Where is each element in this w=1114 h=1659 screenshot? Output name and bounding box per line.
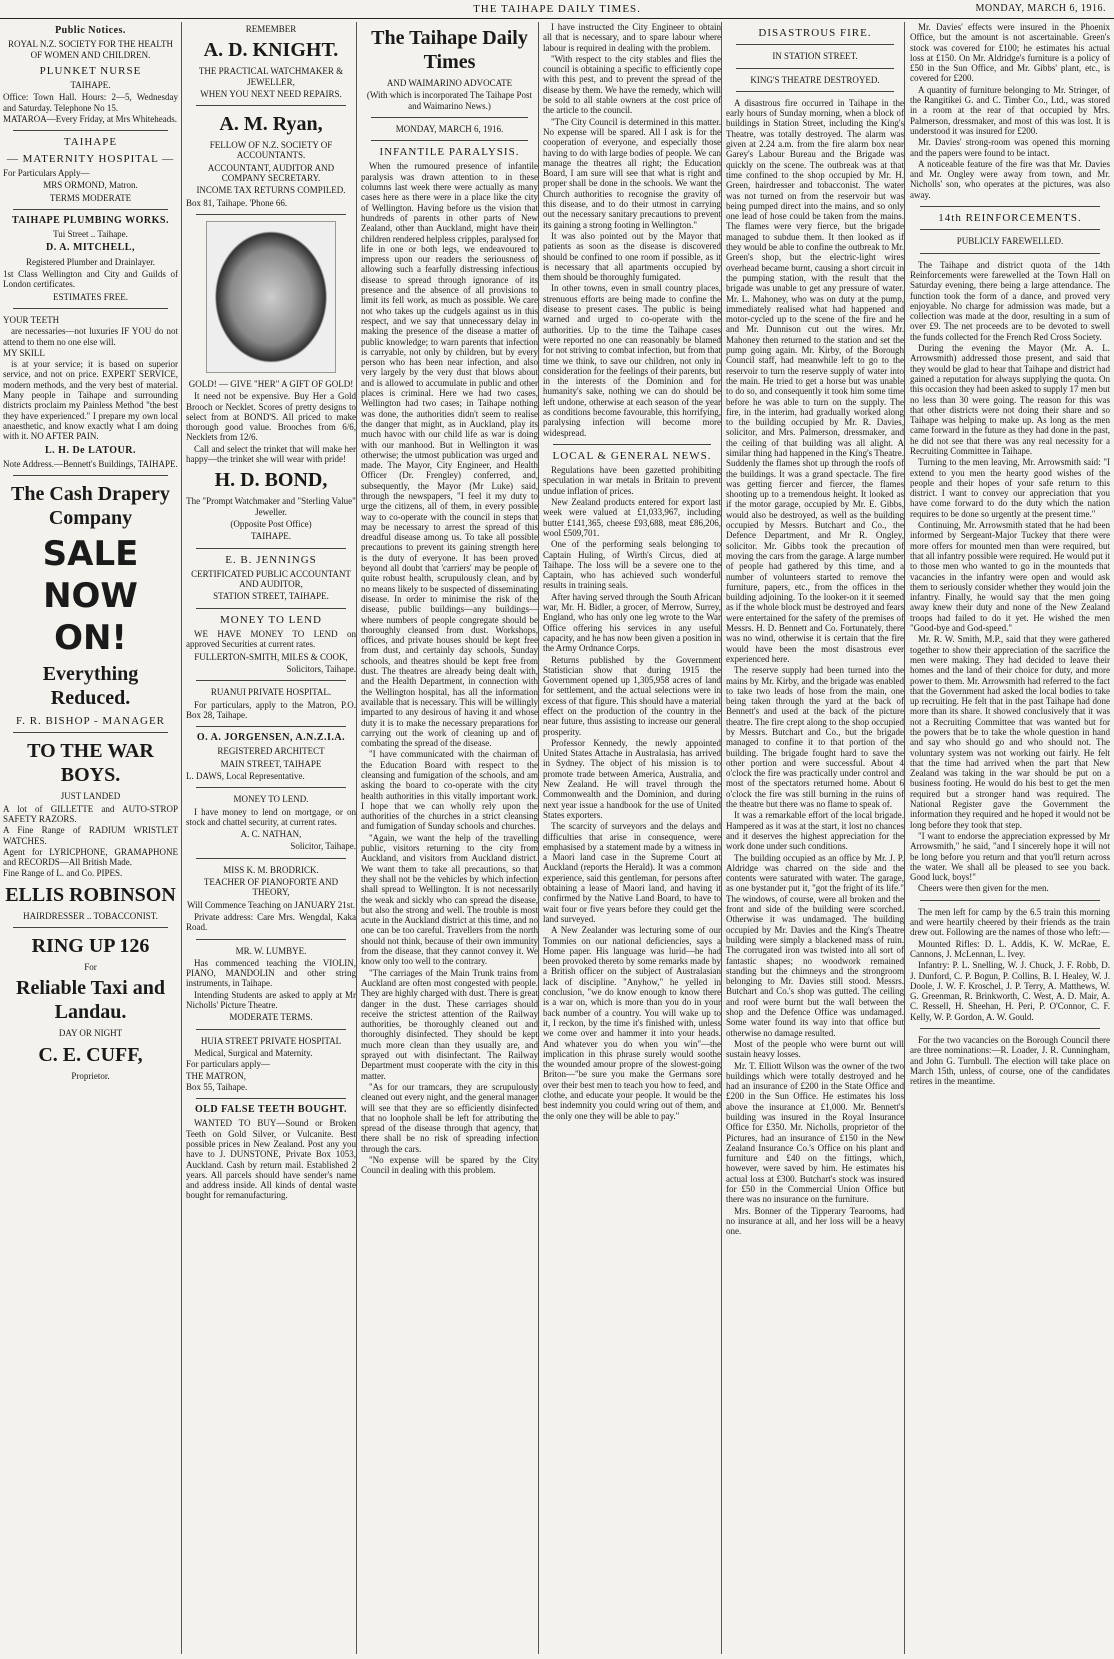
paragraph: After having served through the South African war, Mr. H. Bidler, a grocer, of Merrow, Surrey, England, who has only one leg wrote to the War Office offering his services in any useful capacity, and he has now been given a position in the Army Ordnance Corps. bbox=[543, 591, 721, 654]
divider bbox=[13, 130, 168, 131]
display-heading: RING UP 126 bbox=[31, 935, 150, 958]
centered-line: REMEMBER bbox=[245, 24, 297, 34]
headline: INFANTILE PARALYSIS. bbox=[379, 146, 520, 159]
centered-line: MR. W. LUMBYE. bbox=[235, 945, 307, 956]
column-1-public-notices bbox=[3, 22, 178, 1654]
centered-line: DAY OR NIGHT bbox=[58, 1028, 123, 1039]
text-line: Note Address.—Bennett's Buildings, TAIHAPE. bbox=[3, 458, 178, 469]
divider bbox=[553, 444, 711, 445]
display-heading: A. D. KNIGHT. bbox=[203, 39, 339, 62]
display-heading: SALE bbox=[42, 534, 139, 575]
divider bbox=[196, 939, 346, 940]
centered-line: (With which is incorporated The Taihape Post and Waimarino News.) bbox=[366, 90, 533, 111]
signature-line: Solicitors, Taihape. bbox=[286, 663, 356, 674]
paragraph: Mr. R. W. Smith, M.P., said that they were gathered together to show their appreciation of the sacrifice the men were making. They had decided to leave their homes and the land of their choice for duty, and more power to them. Mr. Arrowsmith had referred to the fact that the Government had asked the local bodies to take up recruiting. He felt that in the past Taihape had done more than its share. It showed conclusively that it was not a Recruiting Committee that was wanted but for the powers that be to take the whole question in hand and say who should go and who should not. The voluntary system was not working out fairly. He felt that the time had arrived when the part that New Zealand was taking in the war should be put on a business footing. He would do his best to get the men required but a stronger hand was required. The National Register gave the Government the information they required and he hoped it would not be long before they took that step. bbox=[910, 634, 1110, 830]
paragraph: Returns published by the Government Statistician show that during 1915 the Government opened up 1,305,958 acres of land for settlement, and the actual selections were in excess of that figure. This should have a material effect on the production of the country in the near future, thus assisting to increase our general prosperity. bbox=[543, 654, 721, 737]
centered-line: Proprietor. bbox=[71, 1070, 110, 1081]
centered-line: HUIA STREET PRIVATE HOSPITAL bbox=[200, 1035, 342, 1046]
centered-line: Registered Plumber and Drainlayer. bbox=[26, 256, 155, 267]
centered-line: A. C. NATHAN, bbox=[240, 829, 302, 840]
divider bbox=[13, 308, 168, 309]
divider bbox=[13, 209, 168, 210]
text-line: Fine Range of L. and Co. PIPES. bbox=[3, 868, 123, 879]
paragraph: Mr. Davies' strong-room was opened this morning and the papers were found to be intact. bbox=[910, 137, 1110, 158]
column-4-local-news bbox=[538, 22, 721, 1654]
divider bbox=[736, 91, 894, 92]
heading: OLD FALSE TEETH BOUGHT. bbox=[194, 1104, 348, 1116]
column-2-advertisements bbox=[181, 22, 356, 1654]
text-line: THE MATRON, bbox=[186, 1070, 246, 1081]
headline: MONEY TO LEND bbox=[219, 613, 322, 626]
paragraph: Infantry: P. L. Snelling, W. J. Chuck, J. F. Robb, D. J. Dunford, C. P. Bogun, P. Collins, B. I. Healey, W. J. Doole, J. W. F. Kroschel, J. P. Terry, A. Matthews, W. G. Greenman, R. Brinkworth, C. West, A. D. Mair, A. C. Ressell, H. Sheehan, H. Peri, P. O'Connor, C. F. Kelly, W. P. Gordon, A. W. Gould. bbox=[910, 960, 1110, 1022]
paragraph: WANTED TO BUY—Sound or Broken Teeth on Gold Silver, or Vulcanite. Best possible prices in New Zealand. Post any you have to J. DUNSTONE, Private Box 1053, Auckland. Cash by return mail. Established 2 years. All parcels should have sender's name and address inside. All kinds of dental waste bought for remanufacturing. bbox=[186, 1118, 356, 1201]
centered-line: Will Commence Teaching on JANUARY 21st. bbox=[187, 899, 355, 910]
divider bbox=[920, 1028, 1100, 1029]
centered-line: MISS K. M. BRODRICK. bbox=[223, 864, 319, 875]
display-heading: TO THE WAR BOYS. bbox=[27, 740, 154, 787]
paragraph: For particulars, apply to the Matron, P.O. Box 28, Taihape. bbox=[186, 699, 356, 720]
text-line: MATAROA—Every Friday, at Mrs Whiteheads. bbox=[3, 114, 178, 125]
display-heading: Everything Reduced. bbox=[42, 663, 139, 710]
paragraph: Private address: Care Mrs. Wengdal, Kaka Road. bbox=[186, 911, 356, 933]
centered-line: MRS ORMOND, Matron. bbox=[43, 180, 138, 191]
paragraph: The reserve supply had been turned into the mains by Mr. Kirby, and the brigade was enabled to take two leads of hose from the main, one being taken through the yard at the back of Bennett's and used at the back of the picture theatre. The fire crept along to the shop occupied by Messrs. Butchart and Co., but the brigade managed to confine it to that portion of the building. The brigade fought hard to save the other portion and were successful. About 4 o'clock the fire was practically under control and most of the spectators returned home. About 6 o'clock the fire was still burning in the ruins of the theatre but there was no flame to speak of. bbox=[726, 665, 904, 810]
divider bbox=[196, 680, 346, 681]
divider bbox=[196, 105, 346, 106]
centered-line: ROYAL N.Z. SOCIETY FOR THE HEALTH OF WOMEN AND CHILDREN. bbox=[7, 39, 174, 60]
heading: TAIHAPE PLUMBING WORKS. bbox=[12, 214, 169, 226]
headline: PLUNKET NURSE bbox=[39, 64, 142, 77]
display-heading: Reliable Taxi and Landau. bbox=[16, 977, 165, 1024]
paragraph: In other towns, even in small country places, strenuous efforts are being made to confine the disease to present cases. The public is being warned and urged to co-operate with the authorities. Up to the time the Taihape cases were reported no one can reasonably be blamed for not striving to combat infection, but from that time we think, to save our children, not only in consideration for the feelings of their parents, but in the interests of the Dominion and for humanity's sake, nothing we can do should be left undone, otherwise at each season of the year as conditions become favourable, this horrifying, paralysing infection will become more widespread. bbox=[543, 283, 721, 438]
centered-line: IN STATION STREET. bbox=[772, 51, 858, 62]
paragraph: Professor Kennedy, the newly appointed United States Attache in Australasia, has arrived in Sydney. The object of his mission is to promote trade between America, Australia, and New Zealand. He will travel through the Commonwealth and the Dominion, and during next year issue a handbook for the use of United States exporters. bbox=[543, 737, 721, 820]
paragraph: I have money to lend on mortgage, or on stock and chattel security, at current rates. bbox=[186, 806, 356, 827]
text-line: Box 55, Taihape. bbox=[186, 1081, 248, 1092]
newspaper-title: THE TAIHAPE DAILY TIMES. bbox=[473, 3, 641, 15]
centered-line: MONEY TO LEND. bbox=[233, 794, 309, 805]
text-line: 1st Class Wellington and City and Guilds of London certificates. bbox=[3, 269, 178, 290]
centered-line: AND WAIMARINO ADVOCATE bbox=[386, 78, 513, 88]
text-line: A Fine Range of RADIUM WRISTLET WATCHES. bbox=[3, 825, 178, 846]
paragraph: Continuing, Mr. Arrowsmith stated that he had been informed by Sergeant-Major Tuckey that there were more offers for mounted men than were required, but that all infantry possible were required. He would put it to those men who wanted to go in the mounteds that vacancies in the infantry were open and would ask them to seriously consider whether they would join the infantry. Finally, he would say that the men going away knew their duty and none of the New Zealand troops had failed to do it yet. He wished the men "Good-bye and God-speed." bbox=[910, 520, 1110, 634]
display-heading: C. E. CUFF, bbox=[38, 1043, 143, 1066]
text-line: L. DAWS, Local Representative. bbox=[186, 770, 305, 781]
signature-line: Solicitor, Taihape. bbox=[290, 841, 356, 852]
paragraph: Mr. T. Elliott Wilson was the owner of the two buildings which were totally destroyed and he had an insurance of £200 in the State Office and £200 in the Sun Office. He estimates his loss above the insurance at £1,000. Mr. Bennett's building was insured in the Royal Insurance Office for £350. Mr. Nicholls, proprietor of the Pictures, had an insurance of £150 in the New Zealand Insurance Co.'s Office on his plant and furniture and £40 on the fittings, which, however, were saved by him. He estimates his actual loss at £300. Butchart's stock was insured for £50 in the Commercial Union Office but there was no insurance on the furniture. bbox=[726, 1060, 904, 1205]
centered-line: RUANUI PRIVATE HOSPITAL. bbox=[210, 687, 332, 698]
paragraph: Mounted Rifles: D. L. Addis, K. W. McRae, E. Cannons, J. McLennan, L. Ivey. bbox=[910, 938, 1110, 959]
divider bbox=[196, 1098, 346, 1099]
centered-line: CERTIFICATED PUBLIC ACCOUNTANT AND AUDITOR, bbox=[191, 568, 351, 590]
text-line: YOUR TEETH bbox=[3, 314, 60, 325]
centered-line: GOLD! — GIVE "HER" A GIFT OF GOLD! bbox=[188, 378, 354, 389]
display-heading: H. D. BOND, bbox=[214, 469, 328, 492]
text-line: Box 81, Taihape. 'Phone 66. bbox=[186, 197, 288, 208]
column-3-editorial bbox=[356, 22, 538, 1654]
centered-line: TAIHAPE. bbox=[70, 80, 111, 91]
paragraph: New Zealand products entered for export last week were valued at £1,033,967, including butter £141,365, cheese £93,688, meat £86,206, wool £509,701. bbox=[543, 497, 721, 538]
heading: O. A. JORGENSEN, A.N.Z.I.A. bbox=[196, 732, 346, 744]
heading: Public Notices. bbox=[55, 25, 126, 36]
centered-line: ESTIMATES FREE. bbox=[52, 291, 128, 302]
centered-line: MONDAY, MARCH 6, 1916. bbox=[395, 123, 504, 134]
paragraph: "The City Council is determined in this matter. No expense will be spared. All I ask is for the cooperation of everyone, and especially those having to do with large bodies of people. We can manage the theatres all right; the Education Board, I am sure will see that what is right and proper shall be done in the schools. We want the Church authorities to recognise the gravity of this disease, and to do their utmost in carrying out the necessary sanitary precautions to prevent its gaining a strong footing in Wellington." bbox=[543, 116, 721, 230]
paragraph: Mr. Davies' effects were insured in the Phoenix Office, but the amount is not ascertainable. Green's stock was covered for £100; he estimates his actual loss at £150. On Mr. Aldridge's furniture is a policy of £50 in the Sun Office, and Mr. Gibbs' plant, etc., is covered for £200. bbox=[910, 22, 1110, 84]
issue-date: MONDAY, MARCH 6, 1916. bbox=[975, 3, 1106, 14]
brooch-illustration bbox=[206, 221, 336, 373]
headline: TAIHAPE bbox=[63, 136, 118, 149]
divider bbox=[920, 253, 1100, 254]
paragraph: "No expense will be spared by the City Council in dealing with this problem. bbox=[361, 1154, 538, 1176]
paragraph: Regulations have been gazetted prohibiting speculation in war metals in Britain to prevent undue inflation of prices. bbox=[543, 465, 721, 496]
divider bbox=[371, 117, 528, 118]
paragraph: For the two vacancies on the Borough Council there are three nominations:—R. Loader, J. R. Cunningham, and John G. Turnbull. The election will take place on March 15th, unless, of course, one of the candidates retires in the meantime. bbox=[910, 1035, 1110, 1087]
paragraph: Medical, Surgical and Maternity. bbox=[194, 1047, 313, 1058]
centered-line: For bbox=[84, 962, 97, 973]
column-5-fire-report bbox=[721, 22, 904, 1654]
centered-line: MODERATE TERMS. bbox=[229, 1012, 313, 1023]
paragraph: A disastrous fire occurred in Taihape in the early hours of Sunday morning, when a block of buildings in Station Street, including the King's Theatre, was totally destroyed. The alarm was given at 2.24 a.m. from the fire alarm box near Garey's Labour Bureau and the Brigade was quickly on the scene. The outbreak was at that time confined to the shop occupied by Mr. H. Green, hairdresser and tobacconist. The water was not turned on from the reservoir but was being pumped direct into the mains, and so only one lead of hose could be taken from the mains. The flames were very fierce, but the brigade managed to subdue them. It then looked as if they would be able to confine the outbreak to Mr. Green's shop, but the electric-light wires overhead became burnt, causing a short circuit in the pumping station, with the result that the brigade was unable to get any pressure of water. Mr. L. Mahoney, who was on duty at the pump, immediately realised what had happened and motor-cycled up to the scene of the fire and he and Mr. Dunnison cut out the wires. Mr. Mahoney then returned to the station and set the pump going again. Mr. Kirby, of the Borough Council staff, had meanwhile left to go to the reservoir to turn the reserve supply of water into the main. He tried to get a horse but was unable to do so, and consequently it took him some time before he was able to turn on the supply. The fire, in the interim, had gradually worked along to the building occupied by Mr. R. Davies, solicitor, and Mrs. Palmerson, dressmaker, and the ceiling of that building was all alight. A similar thing had happened in the King's Theatre. Suddenly the flames shot up through the roofs of the buildings. It was a grand spectacle. The fire was getting fiercer and fiercer, the flames shooting up to a tremendous height. It looked as if the motor garage, occupied by Mr. E. Gibbs, would also be destroyed, as well as the building occupied by Messrs. Butchart and Co., the Defence Department, and Mr R. Ongley, solicitor. Mr. Gibbs took the precaution of moving the cars from the garage. A large number of people had gathered by this time, and a number of volunteers started to remove the furniture, papers, etc., from the offices in the building adjoining. To the looker-on it it seemed as if the whole block must be destroyed and fears were entertained for the safety of the premises of Messrs. H. D. Bennett and Co. Fortunately, there was no wind, otherwise it is certain that the fire would have been the most disastrous ever experienced here. bbox=[726, 97, 904, 664]
paragraph: It need not be expensive. Buy Her a Gold Brooch or Necklet. Scores of pretty designs to select from at BOND'S. All priced to make thorough good value. Brooches from 6/6, Necklets from 12/6. bbox=[186, 391, 356, 443]
paragraph: The men left for camp by the 6.5 train this morning and were heartily cheered by their friends as the train drew out. Following are the names of those who left:— bbox=[910, 906, 1110, 938]
paragraph: "Again, we want the help of the travelling public, visitors returning to the city from Auckland, and visitors from Auckland district. We want them to take all precautions, so that they shall not be the vehicles by which infection shall spread to Wellington. It is not necessarily the weak and sickly who can spread the disease, but also the strong and well. The trouble is most acute in the Auckland district at this time, and no one can be too careful. Travellers from the north should not think, because of their own immunity from the disease, that they cannot convey it. We know only too well to the contrary. bbox=[361, 832, 538, 967]
paragraph: During the evening the Mayor (Mr. A. L. Arrowsmith) addressed those present, and said that they would be glad to hear that Taihape and district had gained a reputation for always supplying the quota. On this occasion they had been asked to supply 17 men but no less than 30 were going. The reason for this was that other districts were not doing their share and so Taihape was helping to make up. As long as the men came forward in the future as they had done in the past, he did not see that there was any real necessity for a Recruiting Committee in Taihape. bbox=[910, 343, 1110, 456]
centered-line: JUST LANDED bbox=[60, 791, 121, 802]
paragraph: A New Zealander was lecturing some of our Tommies on our national deficiencies, says a Home paper. His language was lurid—he had been provoked thereto by some remarks made by a British officer on the subject of Australasian lack of discipline. "Anyhow," he yelled in conclusion, "we do know enough to know there is a war on, which is more than you do in your back number of a country. You will wake up to it, I reckon, by the time it's finished with, unless we come over and hammer it into your heads. And whatever you do when you win"—the implication in this phrase surely would soothe the wounded amour propre of the slowest-going Briton—"be sure you make the Germans sore over their best men to teach you how to feed, and clothe, and educate your people. It would be the best indemnity you could wring out of them, and the only one they will be able to pay." bbox=[543, 925, 721, 1121]
divider bbox=[736, 44, 894, 45]
divider bbox=[196, 787, 346, 788]
centered-line: TAIHAPE. bbox=[250, 531, 292, 542]
centered-line: Tui Street .. Taihape. bbox=[53, 229, 128, 240]
divider bbox=[196, 214, 346, 215]
headline: LOCAL & GENERAL NEWS. bbox=[552, 449, 712, 462]
paragraph: When the rumoured presence of infantile paralysis was drawn attention to in these columns last week there were actually as many cases here as there were in a place like the city of Wellington. Having before us the vision that hundreds of parents in other parts of New Zealand, other than Auckland, might have their children rendered helpless cripples, paralysed for life in one or both legs, we endeavoured to impress upon our readers the seriousness of allowing such a fearfully distressing infectious disease to spread through ignorance of its presence and the absence of all provisions to limit its fell work, as much as possible. We care not who takes up the cudgels against us in this respect, and we say that unnecessary delay in making the presence of the disease a matter of public knowledge; to warn parents that infection is carryable, not only by children, but by every person who has been near infection, and also very largely by the very dust that blows about and is allowed to accumulate in public and other places is criminal. Here we had two cases, Wellington had two cases; in Taihape nothing was done, the authorities didn't seem to realise the danger that might, as in Auckland, play its much havoc with our child life as war is doing with our manhood. But in Wellington it was otherwise; the utmost publication was urged and made. The Mayor, City Engineer, and Health Officer (Dr. Frengley) conferred, and, subsequently, the Mayor (Mr Luke) said, through the newspapers, "I feel it my duty to urge the citizens, all of them, in every possible way to co-operate with the council in steps that may be necessary to arrest the spread of this dreadful disease among us. To take all possible precautions to prevent its gaining strength here is the duty of everyone. It has been proved beyond all doubt that 'carriers' may be people of quite robust health, scrupulously clean, and by no means likely to be suspected of disseminating disease. In order to minimise the risk of the disease, public buildings—any buildings—where numbers of people congregate should be thoroughly cleansed from dust. Workshops, offices, and private houses should be kept free from dust, and certainly day schools, Sunday schools, and theatres should be kept free from dust. The theatres are already being dealt with, and the Health Department, in connection with the Wellington hospital, has all the information available that is necessary. This will be willingly imparted to any desirous of having it and whose duty it is to make the necessary preparations for carrying out the work of cleaning up and of combating the spread of the disease. bbox=[361, 161, 538, 749]
paragraph: Most of the people who were burnt out will sustain heavy losses. bbox=[726, 1038, 904, 1060]
headline: 14th REINFORCEMENTS. bbox=[938, 212, 1082, 225]
centered-line: THE PRACTICAL WATCHMAKER & JEWELLER, bbox=[198, 66, 344, 87]
text-line: MY SKILL bbox=[3, 347, 45, 358]
paragraph: Intending Students are asked to apply at Mr Nicholls' Picture Theatre. bbox=[186, 989, 356, 1011]
paragraph: "As for our tramcars, they are scrupulously cleaned out every night, and the general manager will see that they are so efficiently disinfected that no loophole shall be left for attributing the spread of the disease through that agency, that there shall be no risk of spreading infection through the cars. bbox=[361, 1081, 538, 1154]
centered-line: TEACHER OF PIANOFORTE AND THEORY, bbox=[203, 877, 339, 898]
divider bbox=[920, 900, 1100, 901]
paragraph: The scarcity of surveyors and the delays and difficulties that arise in consequence, were emphasised by a statement made by a witness in a Maori land case in the Supreme Court at Auckland (reports the Herald). It was a common experience, said this gentleman, for persons after obtaining a lease of Maori land, and having it confirmed by the Native Land Board, to have to wait four or five years before they could get the land surveyed. bbox=[543, 821, 721, 924]
divider bbox=[13, 927, 168, 928]
paragraph: It was also pointed out by the Mayor that patients as soon as the disease is discovered should be confined to one room if possible, as it is necessary that all apartments occupied by them should be thoroughly fumigated. bbox=[543, 230, 721, 283]
paragraph: The Taihape and district quota of the 14th Reinforcements were farewelled at the Town Hall on Saturday evening, there being a large attendance. The function took the form of a dance, and proved very enjoyable. No charge for admission was made, but a collection was made at the door, resulting in a sum of over £9. The net proceeds are to be devoted to swell the funds collected for the French Red Cross Society. bbox=[910, 259, 1110, 342]
display-heading: A. M. Ryan, bbox=[219, 113, 323, 136]
paragraph: Call and select the trinket that will make her happy—the trinket she will wear with pride! bbox=[186, 443, 356, 465]
centered-line: KING'S THEATRE DESTROYED. bbox=[750, 74, 880, 85]
paragraph: It was a remarkable effort of the local brigade. Hampered as it was at the start, it lost no chances and it deserves the highest appreciation for the work done under such conditions. bbox=[726, 810, 904, 852]
display-heading: The Taihape Daily Times bbox=[371, 27, 528, 73]
heading: L. H. De LATOUR. bbox=[45, 444, 136, 456]
centered-line: MAIN STREET, TAIHAPE bbox=[220, 758, 322, 769]
divider bbox=[196, 1029, 346, 1030]
paragraph: "With respect to the city stables and flies the council is obtaining a specific to efficiently cope with this pest, and to prevent the spread of the disease by them. We have the remedy, which will be sold to all stable owners at the cost price of the article to the council. bbox=[543, 53, 721, 116]
centered-line: STATION STREET, TAIHAPE. bbox=[213, 591, 329, 602]
centered-line: (Opposite Post Office) bbox=[230, 518, 312, 529]
paragraph: Has commenced teaching the VIOLIN, PIANO, MANDOLIN and other string instruments, in Taihape. bbox=[186, 957, 356, 989]
column-6-reinforcements bbox=[904, 22, 1110, 1654]
paragraph: "I have communicated with the chairman of the Education Board with respect to the cleansing and fumigation of the schools, and am asking the board to co-operate with the city health authorities in this vitally important work. I hope that we can wholly rely upon the authorities of the churches in a strict cleansing and fumigation of Sunday schools and churches. bbox=[361, 749, 538, 832]
centered-line: TERMS MODERATE bbox=[49, 192, 132, 203]
text-line: A lot of GILLETTE and AUTO-STROP SAFETY RAZORS. bbox=[3, 803, 178, 824]
paragraph: WE HAVE MONEY TO LEND on approved Securities at current rates. bbox=[186, 629, 356, 650]
headline: E. B. JENNINGS bbox=[225, 553, 317, 566]
text-line: For Particulars Apply— bbox=[3, 167, 90, 178]
centered-line: WHEN YOU NEXT NEED REPAIRS. bbox=[200, 88, 342, 99]
paragraph: are necessaries—not luxuries IF YOU do not attend to them no one else will. bbox=[3, 326, 178, 347]
paragraph: A noticeable feature of the fire was that Mr. Davies and Mr. Ongley were away from town, and Mr. Nicholls' son, who operates at the pictures, was also away. bbox=[910, 158, 1110, 200]
divider bbox=[736, 68, 894, 69]
centered-line: FELLOW OF N.Z. SOCIETY OF ACCOUNTANTS. bbox=[209, 140, 333, 161]
display-heading: The Cash Drapery Company bbox=[11, 483, 170, 530]
divider bbox=[196, 548, 346, 549]
centered-line: HAIRDRESSER .. TOBACCONIST. bbox=[23, 910, 158, 921]
divider bbox=[920, 206, 1100, 207]
divider bbox=[13, 732, 168, 733]
paragraph: One of the performing seals belonging to Captain Huling, of Wirth's Circus, died at Taihape. The loss will be a severe one to the Captain, who has achieved such wonderful results in training seals. bbox=[543, 539, 721, 591]
paragraph: A quantity of furniture belonging to Mr. Stringer, of the Rangitikei G. and C. Timber Co., Ltd., was stored in a room at the rear of that occupied by Mrs. Palmerson, dressmaker, and most of this was lost. It is understood it was insured for £200. bbox=[910, 84, 1110, 136]
headline: — MATERNITY HOSPITAL — bbox=[6, 152, 175, 165]
paragraph: I have instructed the City Engineer to obtain all that is necessary, and to spare labour where labour is required in dealing with the problem. bbox=[543, 22, 721, 53]
display-heading: ON! bbox=[54, 618, 127, 659]
display-heading: ELLIS ROBINSON bbox=[5, 883, 176, 906]
centered-line: PUBLICLY FAREWELLED. bbox=[956, 236, 1064, 247]
text-line: For particulars apply— bbox=[186, 1059, 270, 1070]
divider bbox=[196, 726, 346, 727]
paragraph: "The carriages of the Main Trunk trains from Auckland are often most congested with people. They are highly charged with dust. There is great danger in the dust. These carriages should receive the strictest attention of the Railway authorities, be thoroughly cleaned out and thoroughly disinfected. They should be kept much more clean than they usually are, and sprayed out with disinfectant. The Railway Department must cooperate with the city in this matter. bbox=[361, 967, 538, 1081]
divider bbox=[13, 475, 168, 476]
centered-line: FULLERTON-SMITH, MILES & COOK, bbox=[194, 651, 348, 662]
headline: F. R. BISHOP - MANAGER bbox=[15, 715, 166, 728]
centered-line: INCOME TAX RETURNS COMPILED. bbox=[196, 185, 346, 196]
text-line: Office: Town Hall. Hours: 2—5, Wednesday and Saturday. Telephone No 15. bbox=[3, 92, 178, 113]
masthead bbox=[0, 0, 1114, 19]
display-heading: NOW bbox=[43, 576, 138, 617]
text-line: Agent for LYRICPHONE, GRAMAPHONE and RECORDS—All British Made. bbox=[3, 846, 178, 868]
divider bbox=[920, 229, 1100, 230]
paragraph: Cheers were then given for the men. bbox=[918, 883, 1049, 894]
divider bbox=[196, 858, 346, 859]
divider bbox=[196, 608, 346, 609]
paragraph: is at your service; it is based on superior service, and not on price. EXPERT SERVICE, modern methods, and the very best of material. Many people in Taihape and surrounding districts proclaim my Painless Method "the best they have experienced." I prepare my own local anaesthetic, and know exactly what I am doing with it. NO AFTER PAIN. bbox=[3, 359, 178, 442]
heading: D. A. MITCHELL, bbox=[46, 242, 135, 254]
centered-line: REGISTERED ARCHITECT bbox=[217, 746, 325, 757]
divider bbox=[371, 140, 528, 141]
paragraph: "I want to endorse the appreciation expressed by Mr Arrowsmith," he said, "and I sincerely hope it will not be long before you return and that you'll return across the water. We shall all be pleased to see you back. Good luck, boys!" bbox=[910, 830, 1110, 883]
paragraph: Mrs. Bonner of the Tipperary Tearooms, had no insurance at all, and her loss will be a heavy one. bbox=[726, 1205, 904, 1237]
paragraph: Turning to the men leaving, Mr. Arrowsmith said: "I extend to you men the hearty good wishes of the people and their hopes of your safe return to this district. I want to convey our appreciation that you have come forward to do the duty which the nation requires to be done so urgently at the present time." bbox=[910, 457, 1110, 519]
centered-line: ACCOUNTANT, AUDITOR AND COMPANY SECRETARY. bbox=[207, 162, 335, 184]
headline: DISASTROUS FIRE. bbox=[758, 27, 872, 39]
centered-line: The "Prompt Watchmaker and "Sterling Value" Jeweller. bbox=[186, 496, 356, 517]
paragraph: The building occupied as an office by Mr. J. P. Aldridge was charred on the side and the contents were saturated with water. The garage, as one bystander put it, "got the fright of its life." The windows, of course, were all broken and the front and side of the building were scorched. Otherwise it was undamaged. The building occupied by Mr. Davies and the King's Theatre building were simply a blackened mass of ruin. The corrugated iron was twisted into all sort of fantastic shapes; no woodwork remained standing but the chimneys and the strongroom belonging to Mr. Davies still stood. Messrs. Butchart and Co.'s shop was gutted. The ceiling and roof were burnt but the wall between the shop and the Defence Office was undamaged. Some water found its way into that office but otherwise no damage resulted. bbox=[726, 852, 904, 1038]
